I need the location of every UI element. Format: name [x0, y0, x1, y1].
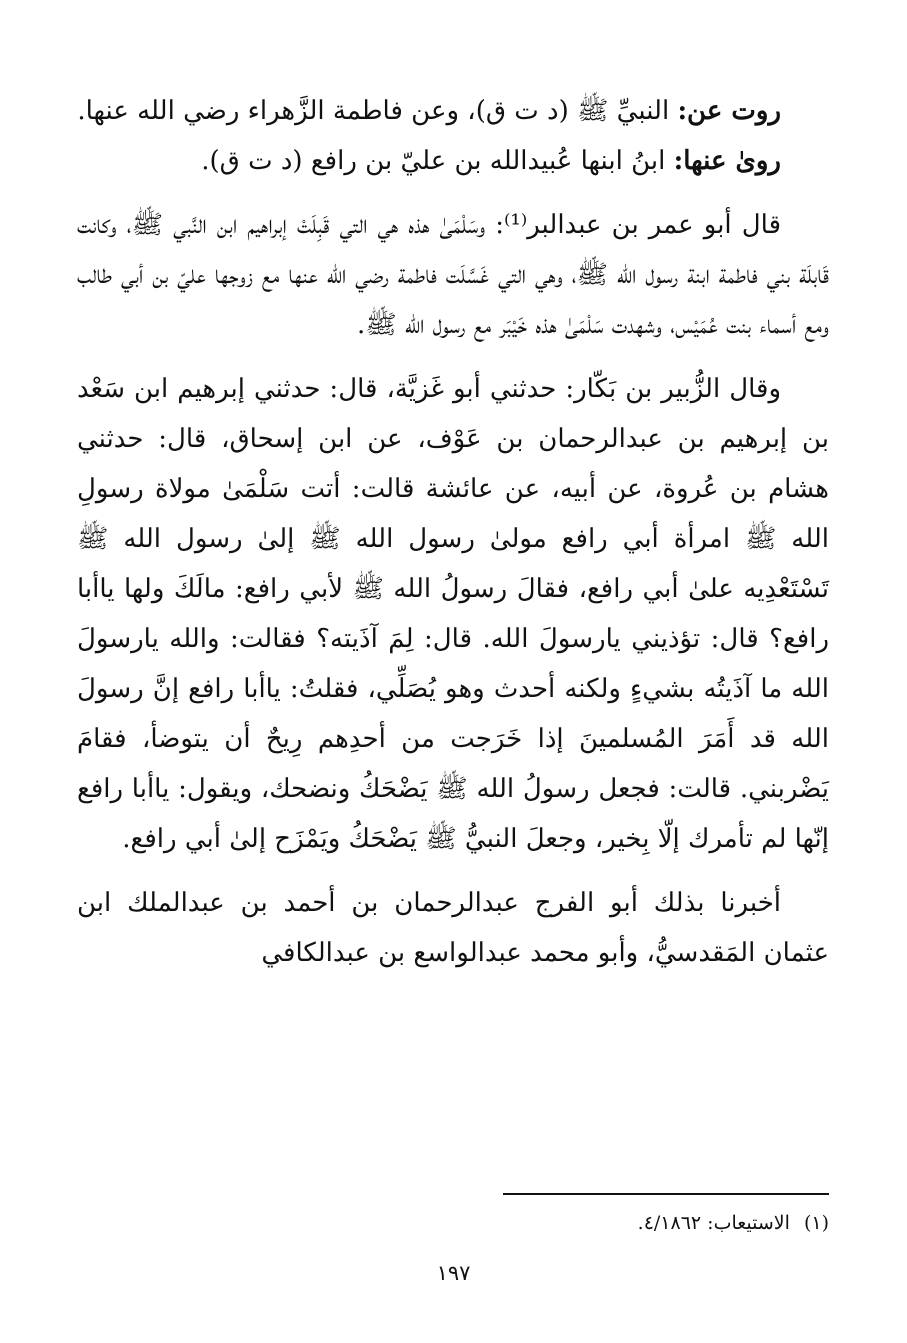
ibn-abd-al-barr-paragraph: قال أبو عمر بن عبدالبر⁽¹⁾: وسَلْمَىٰ هذه هي التي قَبِلَتْ إبراهيم ابن النَّبي ﷺ، وكانت قَابلَة بني فاطمة ابنة رسول الله ﷺ، وهي التي غَسَّلَت فاطمة رضي الله عنها مع زوجها عليّ بن أبي طالب ومع أسماء بنت عُمَيْس، وشهدت سَلْمَىٰ هذه خَيْبَر مع رسول الله ﷺ.	[77, 210, 829, 340]
footnote-text: الاستيعاب: ٤/١٨٦٢.	[637, 1212, 790, 1234]
footnote-number: (١)	[803, 1212, 829, 1234]
narrated-from-text: النبيِّ ﷺ (د ت ق)، وعن فاطمة الزَّهراء رضي الله عنها.	[77, 96, 678, 126]
narrated-by-label: روىٰ عنها:	[673, 146, 781, 176]
main-text	[77, 86, 829, 978]
narrated-by-text: ابنُ ابنها عُبيدالله بن عليّ بن رافع (د ت ق).	[201, 146, 674, 176]
page-number: ١٩٧	[436, 1261, 471, 1285]
narrated-from-label: روت عن:	[677, 96, 781, 126]
zubayr-narration-paragraph: وقال الزُّبير بن بَكّار: حدثني أبو غَزيَّة، قال: حدثني إبرهيم ابن سَعْد بن إبرهيم بن عبدالرحمان بن عَوْف، عن ابن إسحاق، قال: حدثني هشام بن عُروة، عن أبيه، عن عائشة قالت: أتت سَلْمَىٰ مولاة رسولِ الله ﷺ امرأة أبي رافع مولىٰ رسول الله ﷺ إلىٰ رسول الله ﷺ تَسْتَعْدِيه علىٰ أبي رافع، فقالَ رسولُ الله ﷺ لأبي رافع: مالَكَ ولها ياأبا رافع؟ قال: تؤذيني يارسولَ الله. قال: لِمَ آذَيته؟ فقالت: والله يارسولَ الله ما آذَيتُه بشيءٍ ولكنه أحدث وهو يُصَلِّي، فقلتُ: ياأبا رافع إنَّ رسولَ الله قد أَمَرَ المُسلمينَ إذا خَرَجت من أحدِهم رِيحٌ أن يتوضأ، فقامَ يَضْربني. قالت: فجعل رسولُ الله ﷺ يَضْحَكُ ونضحك، ويقول: ياأبا رافع إنّها لم تأمرك إلّا بِخير، وجعلَ النبيُّ ﷺ يَضْحَكُ ويَمْزَح إلىٰ أبي رافع.	[77, 374, 829, 854]
narrated-by-paragraph	[77, 136, 829, 186]
footnote	[329, 1208, 829, 1238]
footnote-divider	[503, 1193, 829, 1195]
chain-of-narration-paragraph: أخبرنا بذلك أبو الفرج عبدالرحمان بن أحمد بن عبدالملك ابن عثمان المَقدسيُّ، وأبو محمد عبدالواسع بن عبدالكافي	[77, 888, 829, 968]
narrated-from-paragraph	[77, 86, 829, 136]
